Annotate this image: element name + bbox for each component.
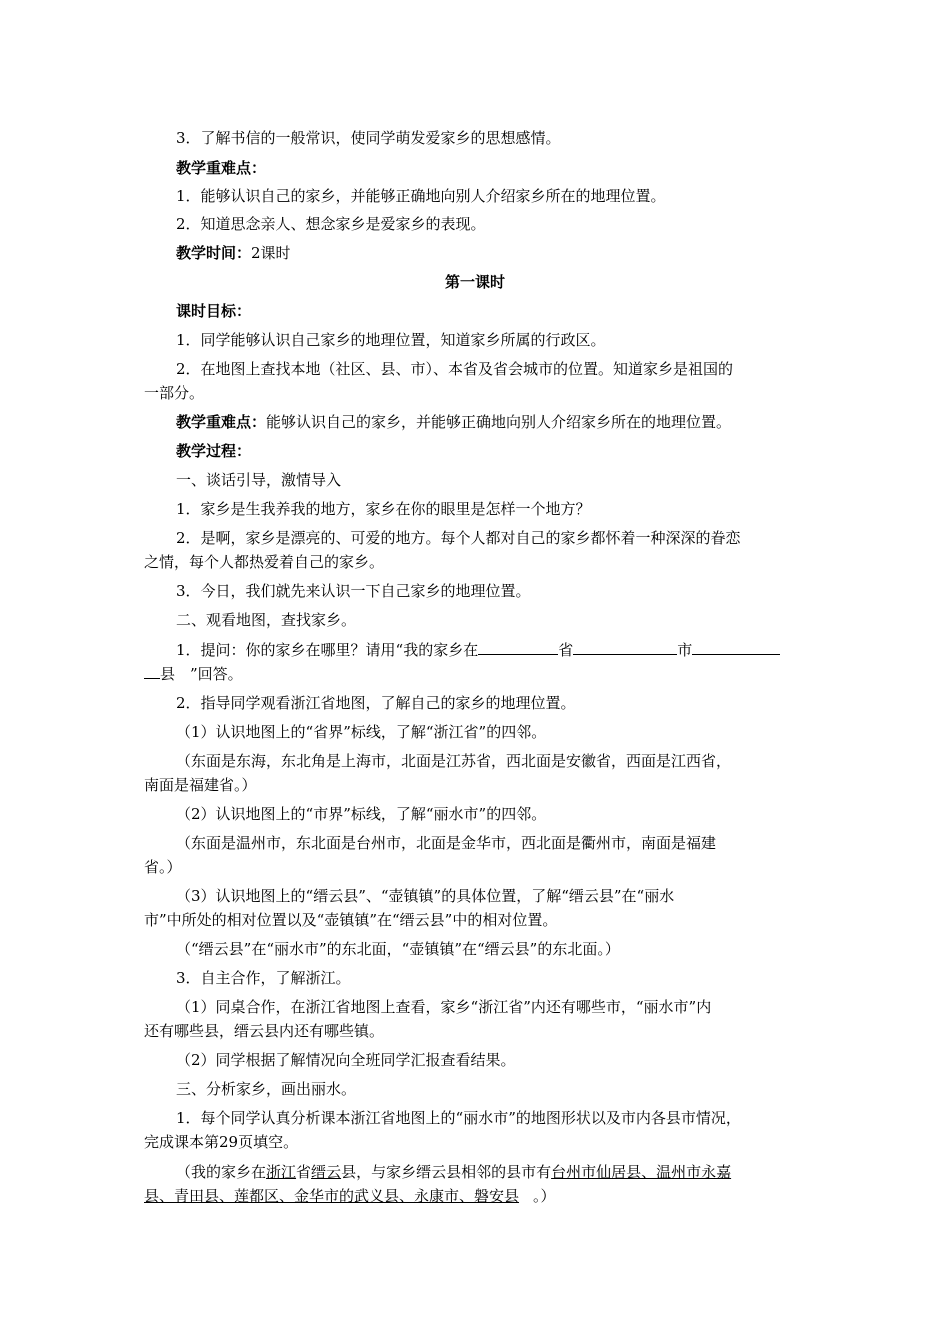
lesson-goal-2: 2．在地图上查找本地（社区、县、市）、本省及省会城市的位置。知道家乡是祖国的 bbox=[176, 360, 734, 378]
heading-teaching-process: 教学过程： bbox=[176, 442, 252, 460]
answer-close: 。） bbox=[533, 1187, 556, 1205]
lesson-goal-2-cont: 一部分。 bbox=[144, 384, 205, 402]
blank-county-a bbox=[692, 640, 780, 655]
heading-lesson-goals: 课时目标： bbox=[176, 302, 252, 320]
blank-province bbox=[478, 640, 558, 655]
step-2-item-2: 2．指导同学观看浙江省地图，了解自己的家乡的地理位置。 bbox=[176, 694, 576, 712]
step-2-sub-2-note: （东面是温州市，东北面是台州市，北面是金华市，西北面是衢州市，南面是福建 bbox=[176, 834, 717, 852]
step-1-item-2: 2．是啊，家乡是漂亮的、可爱的地方。每个人都对自己的家乡都怀着一种深深的眷恋 bbox=[176, 529, 741, 547]
province-word: 省 bbox=[558, 641, 574, 659]
step-3-item-1: 1．每个同学认真分析课本浙江省地图上的“丽水市”的地图形状以及市内各县市情况， bbox=[176, 1109, 741, 1127]
step-2-item-3-sub-2: （2）同学根据了解情况向全班同学汇报查看结果。 bbox=[176, 1051, 516, 1069]
lesson-key-points-label: 教学重难点： bbox=[176, 413, 267, 431]
step-2-item-3-sub-1: （1）同桌合作，在浙江省地图上查看，家乡“浙江省”内还有哪些市，“丽水市”内 bbox=[176, 998, 712, 1016]
blank-county-b bbox=[144, 664, 160, 679]
city-word: 市 bbox=[677, 641, 693, 659]
objective-3: 3．了解书信的一般常识，使同学萌发爱家乡的思想感情。 bbox=[176, 129, 561, 147]
teaching-time-label: 教学时间： bbox=[176, 244, 252, 262]
step-2-sub-1-note: （东面是东海，东北角是上海市，北面是江苏省，西北面是安徽省，西面是江西省， bbox=[176, 752, 732, 770]
answer-prefix: （我的家乡在 bbox=[176, 1163, 267, 1181]
step-2-item-1 bbox=[176, 640, 780, 660]
lesson-key-points bbox=[176, 412, 731, 432]
step-3-item-1-cont: 完成课本第29页填空。 bbox=[144, 1133, 299, 1151]
heading-key-points: 教学重难点： bbox=[176, 159, 267, 177]
answer-province: 浙江 bbox=[266, 1163, 297, 1181]
step-2-item-1-cont bbox=[144, 664, 243, 684]
step-2-sub-3-note: （“缙云县”在“丽水市”的东北面，“壶镇镇”在“缙云县”的东北面。） bbox=[176, 940, 620, 958]
lesson-goal-1: 1．同学能够认识自己家乡的地理位置，知道家乡所属的行政区。 bbox=[176, 331, 606, 349]
step-2-item-3-sub-1-cont: 还有哪些县，缙云县内还有哪些镇。 bbox=[144, 1022, 385, 1040]
step-2-sub-1-note-cont: 南面是福建省。） bbox=[144, 776, 257, 794]
answer-neighbors-cont: 县、青田县、莲都区、金华市的武义县、永康市、磐安县 bbox=[144, 1187, 520, 1205]
blank-city bbox=[573, 640, 677, 655]
step-2-sub-3-cont: 市”中所处的相对位置以及“壶镇镇”在“缙云县”中的相对位置。 bbox=[144, 911, 558, 929]
step-1-item-3: 3．今日，我们就先来认识一下自己家乡的地理位置。 bbox=[176, 582, 531, 600]
key-point-1: 1．能够认识自己的家乡，并能够正确地向别人介绍家乡所在的地理位置。 bbox=[176, 187, 666, 205]
answer-mid: 县，与家乡缙云县相邻的县市有 bbox=[341, 1163, 552, 1181]
step-2-sub-3: （3）认识地图上的“缙云县”、“壶镇镇”的具体位置，了解“缙云县”在“丽水 bbox=[176, 887, 675, 905]
step-3-answer-cont bbox=[144, 1186, 556, 1206]
lesson-key-points-value: 能够认识自己的家乡，并能够正确地向别人介绍家乡所在的地理位置。 bbox=[266, 413, 732, 431]
teaching-time-value: 2课时 bbox=[251, 244, 291, 262]
step-2-item-3: 3．自主合作，了解浙江。 bbox=[176, 969, 351, 987]
step-2-title: 二、观看地图，查找家乡。 bbox=[176, 611, 357, 629]
step-2-sub-2-note-cont: 省。） bbox=[144, 858, 182, 876]
answer-text: 县 ”回答。 bbox=[160, 665, 243, 683]
step-3-answer bbox=[176, 1162, 731, 1182]
step-1-title: 一、谈话引导，激情导入 bbox=[176, 471, 342, 489]
answer-province-suffix: 省 bbox=[296, 1163, 312, 1181]
key-point-2: 2．知道思念亲人、想念家乡是爱家乡的表现。 bbox=[176, 215, 486, 233]
question-text: 1．提问：你的家乡在哪里？请用“我的家乡在 bbox=[176, 641, 479, 659]
section-title-lesson-1: 第一课时 bbox=[444, 273, 505, 291]
step-1-item-1: 1．家乡是生我养我的地方，家乡在你的眼里是怎样一个地方？ bbox=[176, 500, 591, 518]
teaching-time bbox=[176, 243, 291, 263]
step-3-title: 三、分析家乡，画出丽水。 bbox=[176, 1080, 357, 1098]
answer-county: 缙云 bbox=[311, 1163, 342, 1181]
step-2-sub-1: （1）认识地图上的“省界”标线，了解“浙江省”的四邻。 bbox=[176, 723, 547, 741]
step-2-sub-2: （2）认识地图上的“市界”标线，了解“丽水市”的四邻。 bbox=[176, 805, 547, 823]
step-1-item-2-cont: 之情，每个人都热爱着自己的家乡。 bbox=[144, 553, 385, 571]
answer-neighbors: 台州市仙居县、温州市永嘉 bbox=[551, 1163, 732, 1181]
